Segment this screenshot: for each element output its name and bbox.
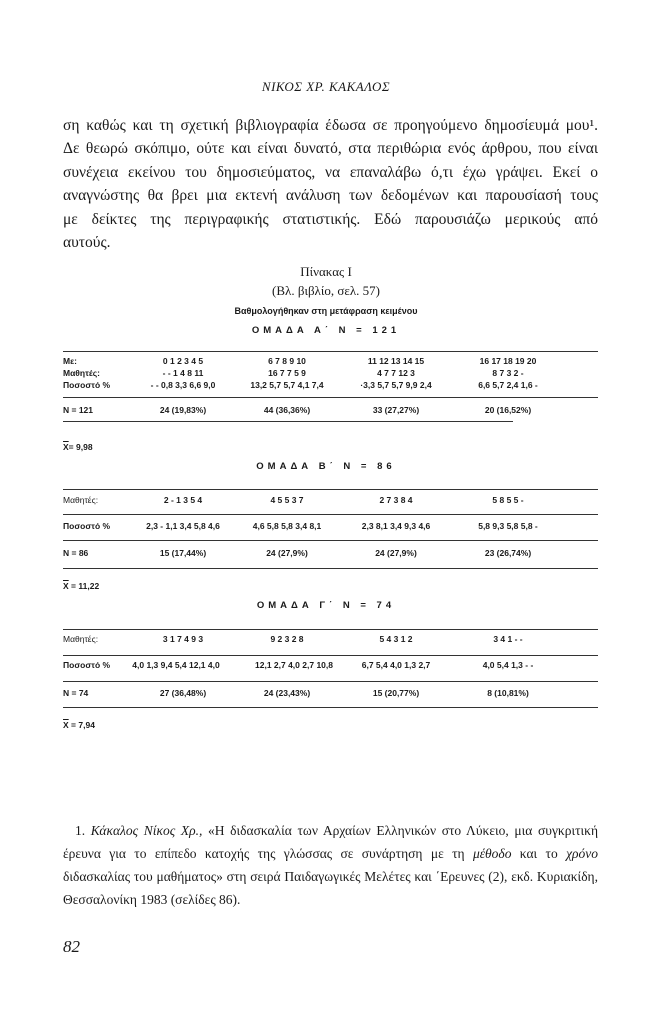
paragraph-line: αναγνώστης θα βρει μια εκτενή ανάλυση των δεδομένων και παρουσίασή τους — [63, 187, 598, 205]
rule — [63, 655, 598, 656]
cell: 8 7 3 2 - — [492, 368, 524, 378]
rule — [63, 707, 598, 708]
cell: 0 1 2 3 4 5 — [162, 356, 204, 366]
mean-value: $\overline{X} = 11,22$ — [63, 581, 100, 591]
rule — [63, 540, 598, 541]
page-number: 82 — [63, 937, 80, 956]
cell: 3 4 1 - - — [493, 634, 523, 644]
cell: 2 - 1 3 5 4 — [163, 495, 203, 505]
table-row — [63, 404, 598, 416]
cell: - - 0,8 3,3 6,6 9,0 — [150, 380, 216, 390]
cell: 24 (27,9%) — [266, 548, 308, 558]
table-row — [63, 520, 598, 532]
rule — [63, 568, 598, 569]
rule — [63, 681, 598, 682]
cell: 16 7 7 5 9 — [268, 368, 306, 378]
cell: ·3,3 5,7 5,7 9,9 2,4 — [360, 380, 432, 390]
cell: 23 (26,74%) — [484, 548, 532, 558]
rule — [63, 397, 598, 398]
mean-value: $\overline{X}= 9,98$ — [63, 442, 93, 452]
row-label: Μαθητές: — [63, 634, 99, 644]
cell: 4 7 7 12 3 — [377, 368, 415, 378]
row-label: Ν = 74 — [63, 688, 89, 698]
table-reference: (Βλ. βιβλίο, σελ. 57) — [272, 283, 380, 298]
cell: 2 7 3 8 4 — [379, 495, 413, 505]
table-row — [63, 687, 598, 699]
table-row — [63, 547, 598, 559]
cell: 16 17 18 19 20 — [479, 356, 537, 366]
rule — [63, 514, 598, 515]
cell: 6 7 8 9 10 — [268, 356, 306, 366]
paragraph-line: Δε θεωρώ σκόπιμο, ούτε και είναι δυνατό, στα περιθώρια ενός άρθρου, που είναι — [63, 140, 598, 158]
cell: 24 (19,83%) — [159, 405, 207, 415]
cell: 3 1 7 4 9 3 — [162, 634, 204, 644]
cell: 24 (27,9%) — [375, 548, 417, 558]
cell: 8 (10,81%) — [487, 688, 529, 698]
cell: 4,0 1,3 9,4 5,4 12,1 4,0 — [132, 660, 220, 670]
cell: 27 (36,48%) — [159, 688, 207, 698]
cell: 5 8 5 5 - — [492, 495, 524, 505]
rule — [63, 421, 513, 422]
paragraph-line: ση καθώς και τη σχετική βιβλιογραφία έδωσα σε προηγούμενο δημοσίευμά μου¹. — [63, 117, 598, 134]
table-row — [63, 379, 598, 391]
cell: 9 2 3 2 8 — [270, 634, 304, 644]
cell: 6,7 5,4 4,0 1,3 2,7 — [361, 660, 431, 670]
rule — [63, 629, 598, 630]
paragraph-line: με δείκτες της περιγραφικής στατιστικής. Εδώ παρουσιάζω μερικούς από — [63, 210, 598, 228]
group-heading: ΟΜΑΔΑ Γ΄ Ν = 74 — [256, 600, 396, 611]
cell: 2,3 - 1,1 3,4 5,8 4,6 — [146, 521, 220, 531]
row-label: Ποσοστό % — [63, 380, 111, 390]
cell: 33 (27,27%) — [372, 405, 420, 415]
rule — [63, 351, 598, 352]
group-heading: ΟΜΑΔΑ Β΄ Ν = 86 — [256, 461, 396, 472]
row-label: Μαθητές: — [63, 495, 99, 505]
cell: 20 (16,52%) — [484, 405, 532, 415]
running-head: ΝΙΚΟΣ ΧΡ. ΚΑΚΑΛΟΣ — [261, 79, 391, 94]
rule — [63, 489, 598, 490]
row-label: Ποσοστό % — [63, 660, 111, 670]
cell: 12,1 2,7 4,0 2,7 10,8 — [255, 660, 333, 670]
cell: - - 1 4 8 11 — [162, 368, 204, 378]
row-label: Μαθητές: — [63, 368, 100, 378]
mean-value: $\overline{X} = 7,94$ — [63, 720, 95, 730]
table-row — [63, 355, 598, 367]
footnote-number: 1. — [75, 823, 86, 838]
cell: 44 (36,36%) — [263, 405, 311, 415]
cell: 15 (17,44%) — [159, 548, 207, 558]
table-title: Πίνακας I — [300, 264, 352, 279]
cell: 5 4 3 1 2 — [379, 634, 413, 644]
cell: 24 (23,43%) — [263, 688, 311, 698]
row-label: Ν = 121 — [63, 405, 94, 415]
cell: 11 12 13 14 15 — [367, 356, 425, 366]
table-row — [63, 367, 598, 379]
row-label: Με: — [63, 356, 77, 366]
row-label: Ν = 86 — [63, 548, 89, 558]
footnote-author: Κάκαλος Νίκος Χρ., — [90, 823, 203, 838]
table-row — [63, 633, 598, 645]
paragraph-line: αυτούς. — [63, 233, 111, 251]
cell: 4 5 5 3 7 — [270, 495, 304, 505]
paragraph-line: συνέχεια εκείνου του δημοσιεύματος, να επαναλάβω ό,τι έχω γράψει. Εκεί ο — [63, 163, 598, 181]
cell: 2,3 8,1 3,4 9,3 4,6 — [361, 521, 431, 531]
body-paragraph — [63, 114, 598, 254]
table-subtitle: Βαθμολογήθηκαν στη μετάφραση κειμένου — [234, 306, 418, 316]
group-heading: ΟΜΑΔΑ Α΄ Ν = 121 — [251, 325, 401, 336]
cell: 15 (20,77%) — [372, 688, 420, 698]
table-row — [63, 659, 598, 671]
table-row — [63, 494, 598, 506]
row-label: Ποσοστό % — [63, 521, 111, 531]
cell: 4,6 5,8 5,8 3,4 8,1 — [252, 521, 322, 531]
cell: 6,6 5,7 2,4 1,6 - — [478, 380, 538, 390]
cell: 13,2 5,7 5,7 4,1 7,4 — [250, 380, 324, 390]
footnote: 1. Κάκαλος Νίκος Χρ., «Η διδασκαλία των Αρχαίων Ελληνικών στο Λύκειο, μια συγκριτική έρευνα για το επίπεδο κατοχής της γλώσσας σε συνάρτηση με τη μέθοδο και το χρόνο διδασκαλίας του μαθήματος» στη σειρά Παιδαγωγικές Μελέτες και ΄Ερευνες (2), εκδ. Κυριακίδη, Θεσσαλονίκη 1983 (σελίδες 86). — [63, 823, 599, 907]
cell: 5,8 9,3 5,8 5,8 - — [478, 521, 538, 531]
cell: 4,0 5,4 1,3 - - — [482, 660, 534, 670]
